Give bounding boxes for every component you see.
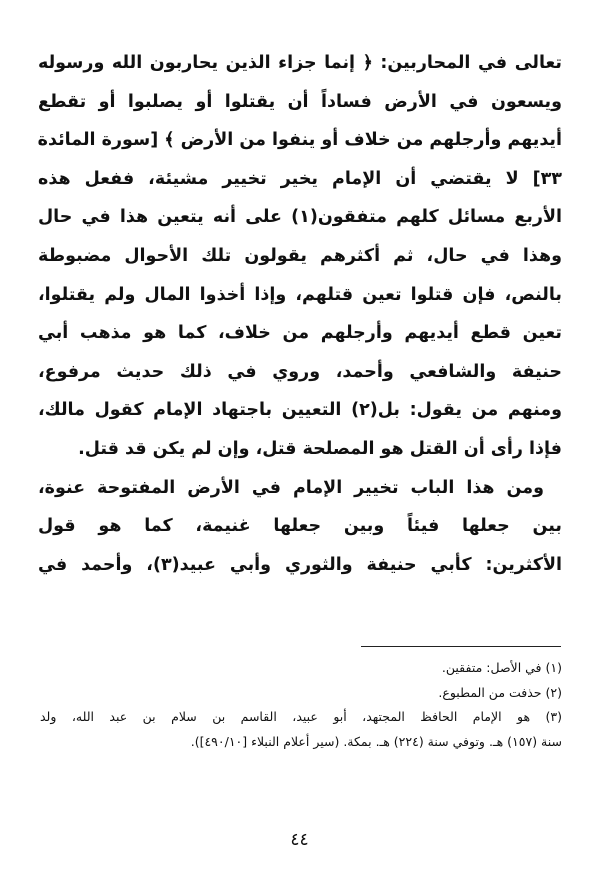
main-text [38, 44, 562, 584]
text-line: الأكثرين: كأبي حنيفة والثوري وأبي عبيد(٣)، وأحمد في [38, 554, 562, 575]
paragraph-start-line: ومن هذا الباب تخيير الإمام في الأرض المفتوحة عنوة، [38, 477, 544, 498]
text-line: حنيفة والشافعي وأحمد، وروي في ذلك حديث مرفوع، [38, 361, 562, 382]
footnote-separator [361, 646, 561, 647]
footnote-line: (١) في الأصل: متفقين. [441, 660, 562, 675]
text-line: أيديهم وأرجلهم من خلاف أو ينفوا من الأرض ﴾ [سورة المائدة [38, 130, 562, 151]
text-line: تعالى في المحاربين: ﴿ إنما جزاء الذين يحاربون الله ورسوله [38, 53, 562, 73]
page-number: ٤٤ [290, 830, 309, 850]
text-line: تعين قطع أيديهم وأرجلهم من خلاف، كما هو مذهب أبي [38, 323, 562, 344]
text-line: بالنص، فإن قتلوا تعين قتلهم، وإذا أخذوا المال ولم يقتلوا، [38, 284, 562, 305]
text-line: الأربع مسائل كلهم متفقون(١) على أنه يتعين هذا في حال [38, 207, 562, 228]
text-line: ومنهم من يقول: بل(٢) التعيين باجتهاد الإمام كقول مالك، [38, 400, 562, 421]
text-line: بين جعلها فيئاً وبين جعلها غنيمة، كما هو قول [38, 516, 562, 537]
footnote-line: سنة (١٥٧) هـ. وتوفي سنة (٢٢٤) هـ. بمكة. (سير أعلام النبلاء [٤٩٠/١٠]). [190, 733, 562, 749]
text-line: فإذا رأى أن القتل هو المصلحة قتل، وإن لم يكن قد قتل. [78, 438, 562, 459]
footnote-line: (٢) حذفت من المطبوع. [438, 684, 562, 700]
footnotes [40, 656, 562, 754]
footnote-line: (٣) هو الإمام الحافظ المجتهد، أبو عبيد، القاسم بن سلام بن عبد الله، ولد [40, 709, 562, 724]
text-line: وهذا في حال، ثم أكثرهم يقولون تلك الأحوال مضبوطة [38, 245, 562, 266]
text-line: ويسعون في الأرض فساداً أن يقتلوا أو يصلبوا أو تقطع [38, 91, 562, 112]
text-line: ٣٣] لا يقتضي أن الإمام يخير تخيير مشيئة، ففعل هذه [38, 168, 562, 189]
